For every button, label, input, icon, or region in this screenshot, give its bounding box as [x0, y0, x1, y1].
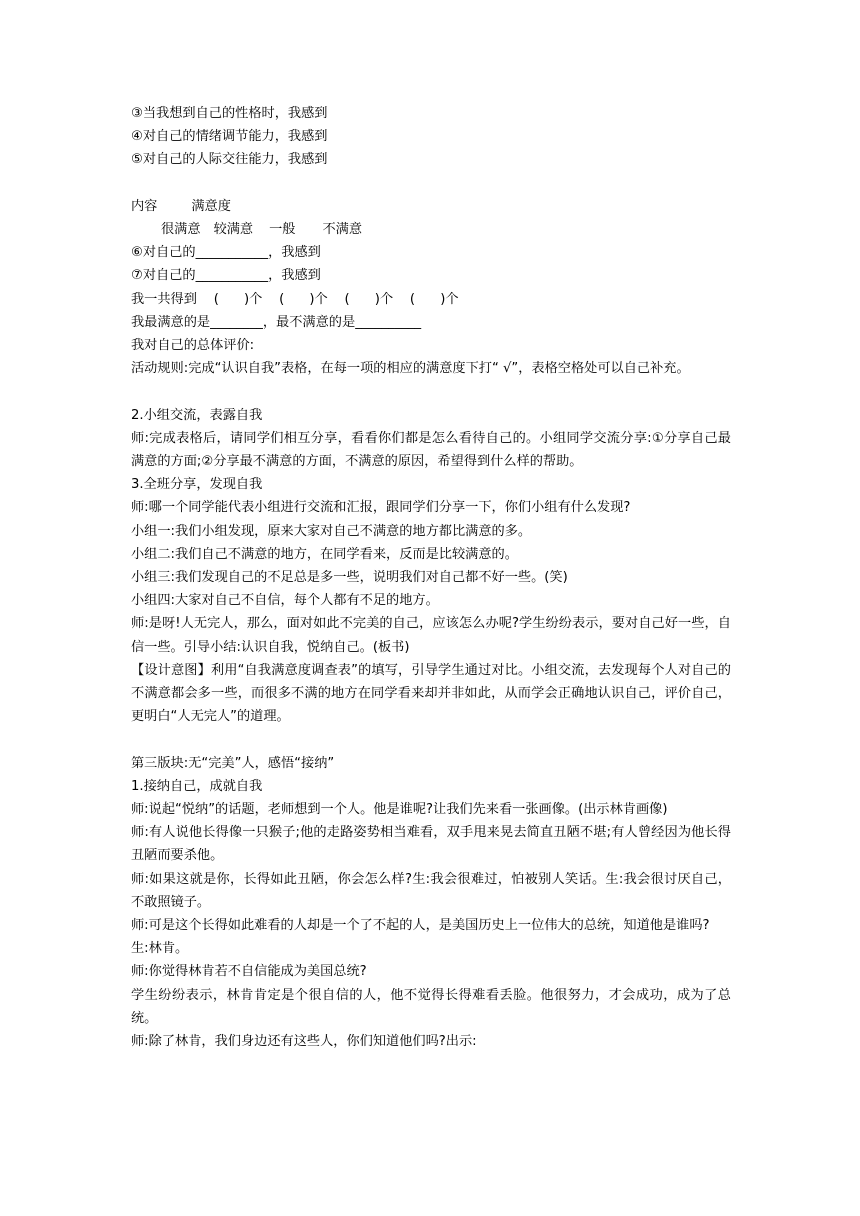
- most-least-line: [131, 311, 731, 334]
- block-3-para-5: 生:林肯。: [131, 941, 189, 957]
- item-7-suffix: ，我感到: [268, 268, 321, 284]
- spacer: [131, 728, 731, 751]
- section-3-group-2: 小组二:我们自己不满意的地方，在同学看来，反而是比较满意的。: [131, 546, 518, 562]
- item-7-blank: ___________: [195, 268, 269, 284]
- item-6-prefix: ⑥对自己的: [131, 245, 196, 261]
- document-body: [131, 102, 731, 1053]
- block-3-para-8: 师:除了林肯，我们身边还有这些人，你们知道他们吗?出示:: [131, 1034, 477, 1050]
- block-3-para-2: 师:有人说他长得像一只猴子;他的走路姿势相当难看，双手甩来晃去简直丑陋不堪;有人曾经因为他长得丑陋而要杀他。: [131, 825, 731, 864]
- item-6-suffix: ，我感到: [268, 245, 321, 261]
- section-2-body: 师:完成表格后，请同学们相互分享，看看你们都是怎么看待自己的。小组同学交流分享:①分享自己最满意的方面;②分享最不满意的方面，不满意的原因，希望得到什么样的帮助。: [131, 430, 731, 470]
- block-3-title: 第三版块:无“完美”人，感悟“接纳”: [131, 755, 335, 771]
- block-3-subtitle: 1.接纳自己，成就自我: [131, 778, 263, 794]
- overall-evaluation: 我对自己的总体评价:: [131, 338, 255, 354]
- least-prefix: ，最不满意的是: [262, 314, 356, 330]
- section-3-group-3: 小组三:我们发现自己的不足总是多一些，说明我们对自己都不好一些。(笑): [131, 570, 568, 586]
- item-custom-7: [131, 264, 731, 287]
- section-3-title: 3.全班分享，发现自我: [131, 477, 263, 493]
- item-custom-6: [131, 241, 731, 264]
- header-satisfaction: 满意度: [191, 198, 231, 214]
- spacer: [131, 172, 731, 195]
- table-header: [131, 195, 731, 218]
- section-3-group-4: 小组四:大家对自己不自信，每个人都有不足的地方。: [131, 593, 439, 609]
- section-3-teacher-2: 师:是呀!人无完人，那么，面对如此不完美的自己，应该怎么办呢?学生纷纷表示，要对自己好一些，自信一些。引导小结:认识自我，悦纳自己。(板书): [131, 616, 731, 655]
- level-very: 很满意: [161, 222, 201, 237]
- section-3-teacher-1: 师:哪一个同学能代表小组进行交流和汇报，跟同学们分享一下，你们小组有什么发现?: [131, 500, 631, 516]
- item-7-prefix: ⑦对自己的: [131, 268, 196, 284]
- level-average: 一般: [269, 222, 296, 237]
- most-prefix: 我最满意的是: [131, 314, 211, 330]
- activity-rule: 活动规则:完成“认识自我”表格，在每一项的相应的满意度下打“ √”，表格空格处可以自己补充。: [131, 361, 690, 377]
- total-count-line: 我一共得到 ( )个 ( )个 ( )个 ( )个: [131, 291, 459, 307]
- section-2-title: 2.小组交流，表露自我: [131, 407, 263, 423]
- block-3-para-1: 师:说起“悦纳”的话题，老师想到一个人。他是谁呢?让我们先来看一张画像。(出示林肯画像): [131, 802, 668, 818]
- spacer: [131, 380, 731, 403]
- design-intent: 【设计意图】利用“自我满意度调查表”的填写，引导学生通过对比。小组交流，去发现每个人对自己的不满意都会多一些，而很多不满的地方在同学看来却并非如此，从而学会正确地认识自己，评价自己，更明白“人无完人”的道理。: [131, 662, 731, 725]
- level-not: 不满意: [322, 222, 363, 237]
- section-3-group-1: 小组一:我们小组发现，原来大家对自己不满意的地方都比满意的多。: [131, 523, 532, 539]
- item-social: ⑤对自己的人际交往能力，我感到: [131, 152, 328, 168]
- block-3-para-3: 师:如果这就是你，长得如此丑陋，你会怎么样?生:我会很难过，怕被别人笑话。生:我会很讨厌自己，不敢照镜子。: [131, 871, 731, 910]
- item-personality: ③当我想到自己的性格时，我感到: [131, 106, 328, 121]
- satisfaction-levels: [131, 218, 731, 241]
- block-3-para-7: 学生纷纷表示，林肯肯定是个很自信的人，他不觉得长得难看丢脸。他很努力，才会成功，成为了总统。: [131, 987, 731, 1026]
- block-3-para-4: 师:可是这个长得如此难看的人却是一个了不起的人，是美国历史上一位伟大的总统，知道他是谁吗?: [131, 918, 710, 934]
- level-fairly: 较满意: [213, 222, 254, 237]
- header-content: 内容: [131, 198, 158, 214]
- item-emotion: ④对自己的情绪调节能力，我感到: [131, 129, 328, 145]
- least-blank: __________: [355, 314, 422, 330]
- item-6-blank: ___________: [195, 245, 269, 261]
- block-3-para-6: 师:你觉得林肯若不自信能成为美国总统?: [131, 964, 367, 980]
- most-blank: ________: [210, 314, 263, 330]
